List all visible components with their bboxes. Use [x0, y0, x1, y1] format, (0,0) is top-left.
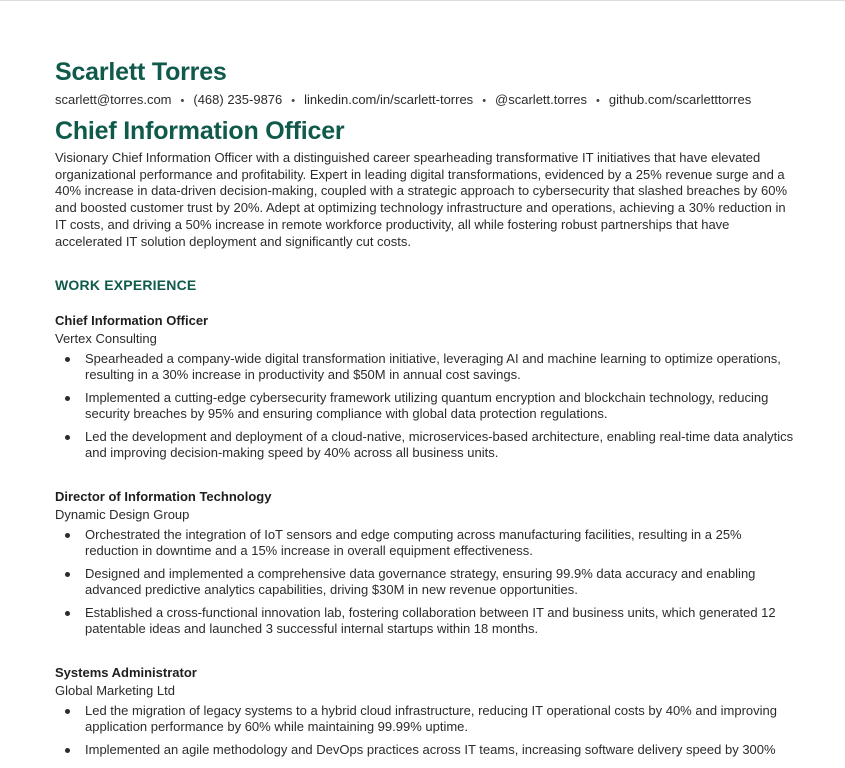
- bullet-item: [55, 605, 795, 636]
- bullet-item: [55, 390, 795, 421]
- job-title: Director of Information Technology: [55, 489, 272, 505]
- bullet-dot: [65, 748, 70, 753]
- bullet-item: [55, 429, 795, 460]
- bullet-dot: [65, 357, 70, 362]
- bullet-text: Orchestrated the integration of IoT sensors and edge computing across manufacturing facilities, resulting in a 25% reduction in downtime and a 15% increase in overall equipment effectiveness.: [85, 527, 742, 558]
- phone-number[interactable]: (468) 235-9876: [193, 92, 283, 107]
- contact-separator: •: [291, 95, 296, 107]
- bullet-item: [55, 527, 795, 558]
- job-title: Systems Administrator: [55, 665, 197, 681]
- company-name: Vertex Consulting: [55, 331, 157, 347]
- job-bullets: [55, 703, 795, 758]
- contact-separator: •: [482, 95, 487, 107]
- bullet-text: Established a cross-functional innovation lab, fostering collaboration between IT and business units, which generated 12 patentable ideas and launched 3 successful internal startups within 18 months.: [85, 605, 776, 636]
- bullet-dot: [65, 396, 70, 401]
- bullet-dot: [65, 435, 70, 440]
- bullet-text: Spearheaded a company-wide digital transformation initiative, leveraging AI and machine learning to optimize operations, resulting in a 30% increase in productivity and $50M in annual cost savings.: [85, 351, 781, 382]
- social-handle[interactable]: @scarlett.torres: [495, 92, 587, 107]
- bullet-item: [55, 351, 795, 382]
- contact-separator: •: [596, 95, 600, 107]
- bullet-dot: [65, 611, 70, 616]
- bullet-item: [55, 566, 795, 597]
- bullet-item: [55, 742, 795, 758]
- bullet-text: Led the migration of legacy systems to a hybrid cloud infrastructure, reducing IT operational costs by 40% and improving application performance by 60% while maintaining 99.99% uptime.: [85, 703, 778, 734]
- contact-line: [55, 91, 795, 110]
- job-entry: [55, 664, 795, 758]
- resume-page: [55, 56, 795, 766]
- github-link[interactable]: github.com/scarletttorres: [608, 92, 752, 107]
- linkedin-link[interactable]: linkedin.com/in/scarlett-torres: [304, 92, 474, 107]
- bullet-dot: [65, 572, 70, 577]
- job-title: Chief Information Officer: [55, 313, 209, 329]
- top-divider: [0, 0, 845, 1]
- bullet-item: [55, 703, 795, 734]
- job-entry: [55, 488, 795, 636]
- job-bullets: [55, 527, 795, 636]
- email-link[interactable]: scarlett@torres.com: [55, 92, 172, 107]
- bullet-dot: [65, 533, 70, 538]
- candidate-name: Scarlett Torres: [55, 58, 227, 86]
- bullet-text: Designed and implemented a comprehensive data governance strategy, ensuring 99.9% data accuracy and enabling advanced predictive analytics capabilities, driving $30M in new revenue opportunities.: [85, 566, 756, 597]
- job-bullets: [55, 351, 795, 460]
- company-name: Dynamic Design Group: [55, 507, 190, 523]
- bullet-text: Implemented a cutting-edge cybersecurity framework utilizing quantum encryption and blockchain technology, reducing security breaches by 95% and ensuring compliance with global data protection regulations.: [85, 390, 769, 421]
- contact-separator: •: [180, 95, 185, 107]
- bullet-dot: [65, 709, 70, 714]
- professional-headline: Chief Information Officer: [55, 117, 345, 145]
- bullet-text: Implemented an agile methodology and DevOps practices across IT teams, increasing software delivery speed by 300%: [85, 742, 776, 758]
- professional-summary: Visionary Chief Information Officer with a distinguished career spearheading transformative IT initiatives that have elevated organizational performance and profitability. Expert in leading digital transformations, evidenced by a 25% revenue surge and a 40% increase in data-driven decision-making, coupled with a strategic approach to cybersecurity that slashed breaches by 60% and boosted customer trust by 20%. Adept at optimizing technology infrastructure and operations, achieving a 30% reduction in IT costs, and driving a 50% increase in remote workforce productivity, all while fostering robust partnerships that have accelerated IT solution deployment and significantly cut costs.: [55, 150, 788, 249]
- work-experience-heading: WORK EXPERIENCE: [55, 277, 197, 294]
- job-entry: [55, 312, 795, 460]
- bullet-text: Led the development and deployment of a cloud-native, microservices-based architecture, enabling real-time data analytics and improving decision-making speed by 40% across all business units.: [85, 429, 794, 460]
- company-name: Global Marketing Ltd: [55, 683, 175, 699]
